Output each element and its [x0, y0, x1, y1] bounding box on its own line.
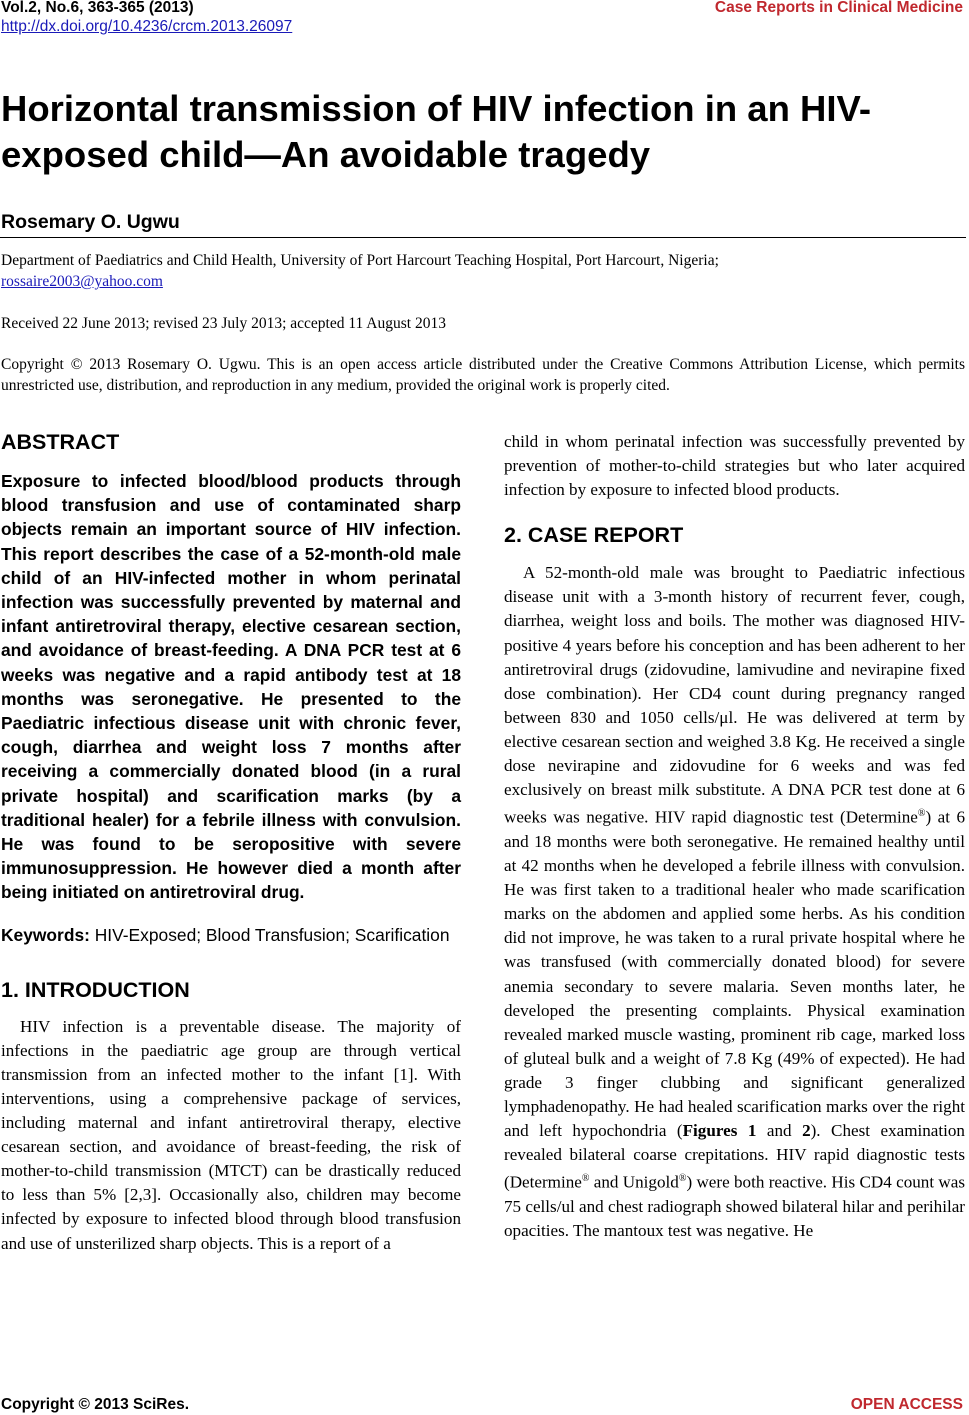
registered-mark: ® — [678, 1173, 687, 1185]
registered-mark: ® — [917, 808, 926, 820]
case-and: and — [756, 1121, 803, 1141]
case-text-4: and Unigold — [589, 1173, 679, 1192]
keywords-text: HIV-Exposed; Blood Transfusion; Scarification — [89, 924, 450, 945]
introduction-heading: 1. INTRODUCTION — [1, 977, 190, 1002]
figure-ref-2[interactable]: 2 — [802, 1121, 811, 1141]
introduction-continuation: child in whom perinatal infection was successfully prevented by prevention of mother-to-child strategies but who later acquired infection by exposure to infected blood products. — [504, 432, 965, 500]
copyright-notice: Copyright © 2013 Rosemary O. Ugwu. This is an open access article distributed under the Creative Commons Attribution License, which permits unrestricted use, distribution, and reproduction in any medium, provided the original work is properly cited. — [1, 356, 965, 394]
introduction-body: HIV infection is a preventable disease. The majority of infections in the paediatric age group are through vertical transmission from an infected mother to the infant [1]. With interventions, using a comprehensive package of services, including maternal and infant antiretroviral therapy, elective cesarean section, and avoidance of breast-feeding, the risk of mother-to-child transmission (MTCT) can be drastically reduced to less than 5% [2,3]. Occasionally also, children may become infected by exposure to infected blood through blood transfusion and use of unsterilized sharp objects. This is a report of a — [1, 1016, 461, 1253]
footer-copyright: Copyright © 2013 SciRes. — [1, 1396, 190, 1413]
abstract-body: Exposure to infected blood/blood products through blood transfusion and use of contaminated sharp objects remain an important source of HIV infection. This report describes the case of a 52-month-old male child of an HIV-infected mother in whom perinatal infection was successfully prevented by maternal and infant antiretroviral therapy, elective cesarean section, and avoidance of breast-feeding. A DNA PCR test at 6 weeks was negative and a rapid antibody test at 18 months was seronegative. He presented to the Paediatric infectious disease unit with chronic fever, cough, diarrhea and weight loss 7 months after receiving a commercially donated blood (in a rural private hospital) and scarification marks (by a traditional healer) for a febrile illness with convulsion. He was found to be seropositive with severe immunosuppression. He however died a month after being initiated on antiretroviral drug. — [1, 471, 461, 903]
case-text-2: ) at 6 and 18 months were both seronegative. He remained healthy until at 42 months when he developed a febrile illness with convulsion. He was first taken to a traditional healer who made scarification marks on the abdomen and applied some herbs. As his condition did not improve, he was taken to a rural private hospital where he was transfused (with commercially donated blood) for severe anemia secondary to severe malaria. Seven months later, he developed the presenting complaints. Physical examination revealed marked muscle wasting, prominent rib cage, marked loss of gluteal bulk and a weight of 7.8 Kg (49% of expected). He had grade 3 finger clubbing and significant generalized lymphadenopathy. He had healed scarification marks over the right and left hypochondria ( — [504, 807, 966, 1141]
article-title: Horizontal transmission of HIV infection in an HIV-exposed child—An avoidable tragedy — [1, 88, 871, 175]
keywords — [1, 923, 461, 947]
abstract-heading: ABSTRACT — [1, 430, 120, 454]
affiliation: Department of Paediatrics and Child Health, University of Port Harcourt Teaching Hospital, Port Harcourt, Nigeria; — [1, 252, 719, 269]
case-text-1: A 52-month-old male was brought to Paediatric infectious disease unit with a 3-month history of recurrent fever, cough, diarrhea, weight loss and boils. The mother was diagnosed HIV-positive 4 years before his conception and has been adherent to her antiretroviral drugs (zidovudine, lamivudine and nevirapine fixed dose combination). Her CD4 count during pregnancy ranged between 830 and 1050 cells/μl. He was delivered at term by elective cesarean section and weighed 3.8 Kg. He received a single dose nevirapine and zidovudine for 6 weeks and was fed exclusively on breast milk substitute. A DNA PCR test done at 6 weeks was negative. HIV rapid diagnostic test (Determine — [504, 563, 965, 827]
registered-mark: ® — [581, 1173, 590, 1185]
open-access-label: OPEN ACCESS — [850, 1396, 963, 1413]
figure-ref-1[interactable]: Figures 1 — [682, 1121, 757, 1141]
journal-volume: Vol.2, No.6, 363-365 (2013) — [1, 0, 194, 16]
received-dates: Received 22 June 2013; revised 23 July 2013; accepted 11 August 2013 — [1, 315, 446, 332]
case-text-3: ). Chest examination revealed bilateral coarse crepitations. HIV rapid diagnostic tests (Determine — [504, 1121, 965, 1192]
email-link[interactable]: rossaire2003@yahoo.com — [1, 273, 163, 290]
case-report-heading: 2. CASE REPORT — [504, 523, 684, 548]
doi-link[interactable]: http://dx.doi.org/10.4236/crcm.2013.26097 — [1, 18, 293, 35]
journal-name: Case Reports in Clinical Medicine — [714, 0, 963, 16]
right-column — [504, 425, 965, 1243]
left-column — [1, 425, 461, 1256]
keywords-label: Keywords: — [1, 924, 90, 945]
author-name: Rosemary O. Ugwu — [1, 211, 180, 233]
case-text-5: ) were both reactive. His CD4 count was 75 cells/ul and chest radiograph showed bilateral hilar and perihilar opacities. The mantoux test was negative. He — [504, 1173, 965, 1241]
author-divider — [0, 237, 966, 238]
case-report-body — [504, 561, 965, 1243]
